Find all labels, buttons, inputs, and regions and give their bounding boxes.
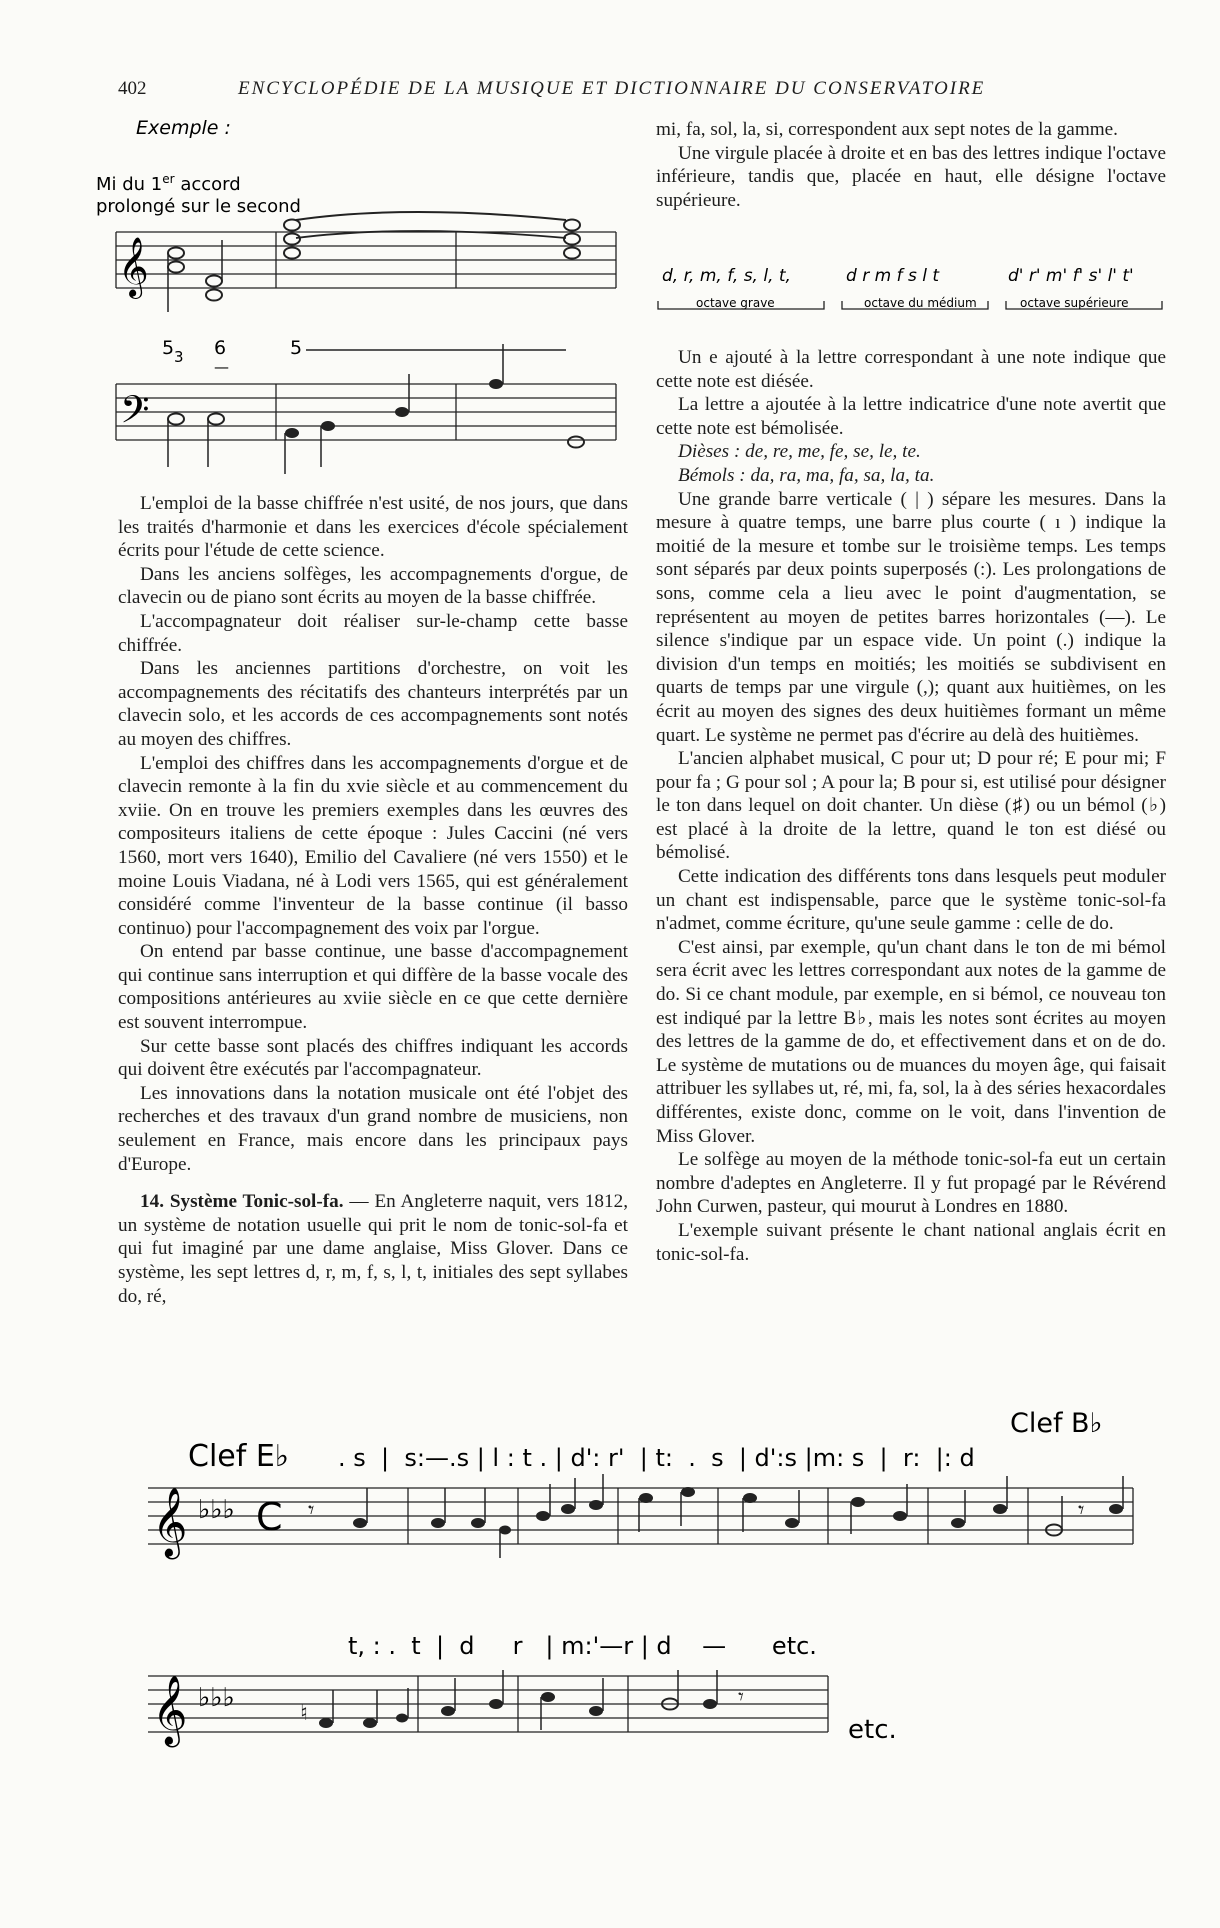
tonic-sol-fa-example: [148, 1408, 1138, 1808]
clef-b-flat-label: Clef B♭: [1010, 1408, 1103, 1439]
paragraph: La lettre a ajoutée à la lettre indicatrice d'une note avertit que cette note est bémolisée.: [656, 394, 1166, 439]
sol-fa-line-2: t, : . t | d r | m:'—r | d — etc.: [348, 1632, 817, 1660]
section-14-text: — En Angleterre naquit, vers 1812, un système de notation usuelle qui prit le nom de tonic-sol-fa et qui fut imaginé par une dame anglaise, Miss Glover. Dans ce système, les sept lettres d, r, m, f, s, l, t, initiales des sept syllabes do, ré,: [118, 1191, 628, 1307]
key-signature-flats: ♭♭♭: [198, 1495, 235, 1525]
octave-table: [656, 259, 1166, 319]
octave-medium-label: octave du médium: [864, 296, 977, 310]
figure-6: 6: [214, 337, 227, 359]
paragraph: L'exemple suivant présente le chant national anglais écrit en tonic-sol-fa.: [656, 1219, 1166, 1265]
page-number: 402: [118, 78, 147, 99]
svg-text:𝄾: 𝄾: [738, 1685, 744, 1710]
paragraph: mi, fa, sol, la, si, correspondent aux sept notes de la gamme.: [656, 119, 1118, 140]
figure-5b: 5: [290, 337, 303, 359]
paragraph: Cette indication des différents tons dans lesquels peut moduler un chant est indispensable, parce que le système tonic-sol-fa n'admet, comme écriture, qu'une seule gamme : celle de do.: [656, 866, 1166, 935]
figure-dash: —: [214, 358, 229, 376]
bass-staff: [116, 384, 616, 440]
dieses-line: Dièses : de, re, me, fe, se, le, te.: [678, 441, 921, 463]
octave-upper-label: octave supérieure: [1020, 296, 1129, 310]
treble-notes: [168, 220, 580, 313]
svg-text:♮: ♮: [300, 1701, 308, 1726]
running-title: ENCYCLOPÉDIE DE LA MUSIQUE ET DICTIONNAIRE DU CONSERVATOIRE: [238, 78, 986, 99]
paragraph: Dans les anciens solfèges, les accompagnements d'orgue, de clavecin ou de piano sont écrits au moyen de la basse chiffrée.: [118, 563, 628, 609]
treble-clef-icon: 𝄞: [152, 1487, 188, 1557]
octave-medium-letters: d r m f s l t: [846, 266, 939, 286]
annotation-line2: prolongé sur le second: [96, 196, 301, 217]
left-column: [118, 492, 628, 1308]
treble-clef-icon-2: 𝄞: [152, 1675, 188, 1745]
svg-text:𝄾: 𝄾: [308, 1496, 315, 1524]
right-column-body: [656, 346, 1166, 1266]
annotation-line1: Mi du 1er accord: [96, 172, 241, 195]
paragraph: Une grande barre verticale ( | ) sépare les mesures. Dans la mesure à quatre temps, une barre plus courte ( ı ) indique la moitié de la mesure et tombe sur le troisième temps. Les temps sont séparés par deux points superposés (:). Les prolongations de sons, comme cela a lieu avec le point d'augmentation, se représentent au moyen de petites barres horizontales (—). Le silence s'indique par un espace vide. Un point (.) indique la division d'un temps en moitiés; les moitiés se subdivisent en quarts de temps par une virgule (,); quant aux huitièmes, on les écrit au moyen des signes des deux huitièmes formant un même quart. Le système ne permet pas d'écrire au delà des huitièmes.: [656, 488, 1166, 746]
svg-text:𝄾: 𝄾: [1078, 1496, 1085, 1524]
paragraph: Dans les anciennes partitions d'orchestre, on voit les accompagnements des récitatifs des chanteurs interprétés par un clavecin solo, et les accords de ces accompagnements sont notés au moyen des chiffres.: [118, 658, 628, 750]
figure-5: 5: [162, 337, 175, 359]
paragraph: L'emploi de la basse chiffrée n'est usité, de nos jours, que dans les traités d'harmonie et dans les exercices d'école spécialement écrits pour l'étude de cette science.: [118, 493, 628, 562]
paragraph: L'accompagnateur doit réaliser sur-le-champ cette basse chiffrée.: [118, 610, 628, 656]
paragraph: L'ancien alphabet musical, C pour ut; D pour ré; E pour mi; F pour fa ; G pour sol ; A pour la; B pour si, est utilisé pour désigner le ton dans lequel on doit chanter. Un dièse (♯) ou un bémol (♭) est placé à la droite de la lettre, quand le ton est diésé ou bémolisé.: [656, 748, 1166, 864]
paragraph: Sur cette basse sont placés des chiffres indiquant les accords qui doivent être exécutés par l'accompagnateur.: [118, 1035, 628, 1081]
section-14-paragraph: [118, 1190, 628, 1308]
etc-label: etc.: [848, 1715, 897, 1745]
figured-bass-example: [96, 112, 636, 482]
paragraph: Le solfège au moyen de la méthode tonic-sol-fa eut un certain nombre d'adeptes en Angleterre. Il y fut propagé par le Révérend John Curwen, pasteur, qui mourut à Londres en 1880.: [656, 1149, 1166, 1218]
octave-grave-label: octave grave: [696, 296, 775, 310]
staff-line-2: [148, 1676, 828, 1732]
sol-fa-line-1: . s | s:—.s | l : t . | d': r' | t: . s | d':s |m: s | r: |: d: [338, 1444, 975, 1472]
bass-notes: [168, 344, 584, 474]
notes-line-2: [300, 1670, 744, 1730]
bass-clef-icon: 𝄢: [120, 387, 150, 441]
right-column: [656, 118, 1166, 212]
paragraph: On entend par basse continue, une basse d'accompagnement qui continue sans interruption et qui diffère de la basse vocale des compositions antérieures au xviie siècle en ce que cette dernière est souvent interrompue.: [118, 941, 628, 1034]
section-14-heading: 14. Système Tonic-sol-fa.: [140, 1191, 344, 1213]
paragraph: L'emploi des chiffres dans les accompagnements d'orgue et de clavecin remonte à la fin du xvie siècle et au commencement du xviie. On en trouve les premiers exemples dans les œuvres des compositeurs italiens de cette époque : Jules Caccini (né vers 1560, mort vers 1640), Emilio del Cavaliere (né vers 1550) et le moine Louis Viadana, né à Lodi vers 1565, qui est généralement considéré comme l'inventeur de la basse continue (il basso continuo) pour l'accompagnement des voix par l'orgue.: [118, 752, 628, 939]
paragraph: Les innovations dans la notation musicale ont été l'objet des recherches et des travaux d'un grand nombre de musiciens, non seulement en France, mais encore dans les principaux pays d'Europe.: [118, 1082, 628, 1175]
octave-upper-letters: d' r' m' f' s' l' t': [1008, 266, 1134, 286]
paragraph: Une virgule placée à droite et en bas des lettres indique l'octave inférieure, tandis que, placée en haut, elle désigne l'octave supérieure.: [656, 142, 1166, 211]
octave-grave-letters: d, r, m, f, s, l, t,: [662, 266, 791, 286]
key-signature-flats-2: ♭♭♭: [198, 1683, 235, 1713]
figure-3: 3: [174, 348, 184, 366]
running-header: [118, 78, 1050, 108]
paragraph: C'est ainsi, par exemple, qu'un chant dans le ton de mi bémol sera écrit avec les lettres correspondant aux notes de la gamme de do. Si ce chant module, par exemple, en si bémol, ce nouveau ton est indiqué par la lettre B♭, mais les notes sont écrites au moyen des lettres de la gamme de do, et effectivement dans et on de do. Le système de mutations ou de muances du moyen âge, qui faisait attribuer les syllabes ut, ré, mi, fa, sol, la à des séries hexacordales différentes, existe donc, comme on le voit, dans l'invention de Miss Glover.: [656, 936, 1166, 1147]
clef-e-flat-label: Clef E♭: [188, 1439, 289, 1474]
treble-clef-icon: 𝄞: [118, 237, 149, 297]
paragraph: Un e ajouté à la lettre correspondant à une note indique que cette note est diésée.: [656, 347, 1166, 392]
bemols-line: Bémols : da, ra, ma, fa, sa, la, ta.: [678, 464, 935, 486]
example-label: Exemple :: [136, 117, 231, 139]
time-signature-c: C: [256, 1495, 283, 1539]
treble-staff: [116, 232, 616, 288]
